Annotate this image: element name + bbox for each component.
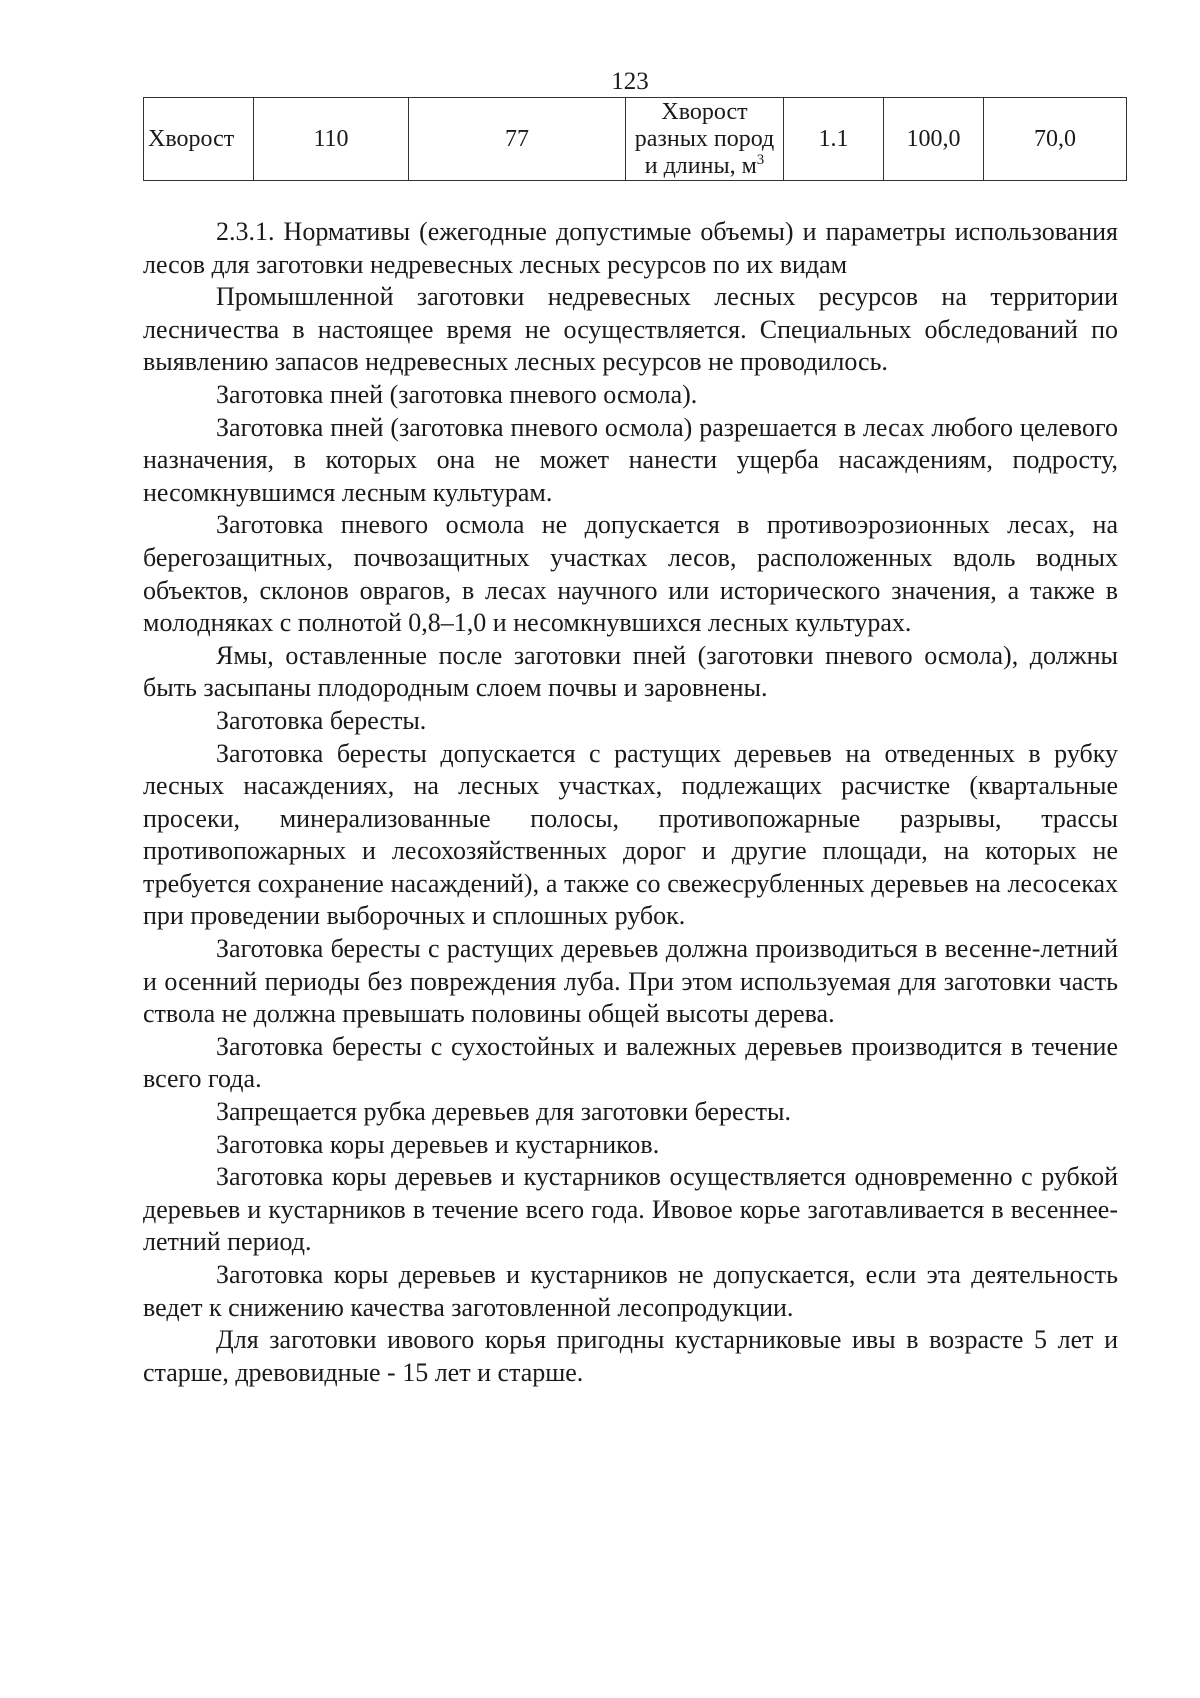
paragraph: Заготовка бересты с сухостойных и валежных деревьев производится в течение всего года. bbox=[143, 1031, 1118, 1094]
paragraph: Заготовка коры деревьев и кустарников не допускается, если эта деятельность ведет к снижению качества заготовленной лесопродукции. bbox=[143, 1260, 1118, 1322]
paragraph: Ямы, оставленные после заготовки пней (заготовки пневого осмола), должны быть засыпаны плодородным слоем почвы и заровнены. bbox=[143, 640, 1118, 703]
body-text bbox=[143, 216, 1118, 1389]
paragraph: Заготовка пневого осмола не допускается в противоэрозионных лесах, на берегозащитных, почвозащитных участках лесов, расположенных вдоль водных объектов, склонов оврагов, в лесах научного или исторического значения, а также в молодняках с полнотой 0,8–1,0 и несомкнувшихся лесных культурах. bbox=[143, 510, 1118, 638]
paragraph: Заготовка коры деревьев и кустарников. bbox=[216, 1129, 660, 1159]
table-cell: 110 bbox=[254, 98, 409, 181]
paragraph: Заготовка бересты. bbox=[216, 705, 427, 735]
page-number: 123 bbox=[611, 68, 649, 95]
paragraph: Запрещается рубка деревьев для заготовки бересты. bbox=[216, 1097, 792, 1127]
paragraph: Заготовка пней (заготовка пневого осмола). bbox=[216, 379, 698, 409]
paragraph: Заготовка коры деревьев и кустарников осуществляется одновременно с рубкой деревьев и кустарников в течение всего года. Ивовое корье заготавливается в весеннее-летний период. bbox=[143, 1162, 1118, 1257]
table-cell: 77 bbox=[409, 98, 626, 181]
section-heading: 2.3.1. Нормативы (ежегодные допустимые объемы) и параметры использования лесов для заготовки недревесных лесных ресурсов по их видам bbox=[143, 217, 1118, 279]
table-row bbox=[144, 98, 1127, 181]
table-cell: 1.1 bbox=[784, 98, 884, 181]
paragraph: Промышленной заготовки недревесных лесных ресурсов на территории лесничества в настоящее время не осуществляется. Специальных обследований по выявлению запасов недревесных лесных ресурсов не проводилось. bbox=[143, 282, 1118, 377]
table-cell-name: Хворост bbox=[144, 98, 254, 181]
table-cell: 70,0 bbox=[984, 98, 1127, 181]
table-cell-description bbox=[626, 98, 784, 181]
paragraph: Заготовка бересты допускается с растущих деревьев на отведенных в рубку лесных насаждениях, на лесных участках, подлежащих расчистке (квартальные просеки, минерализованные полосы, противопожарные разрывы, трассы противопожарных и лесохозяйственных дорог и другие площади, на которых не требуется сохранение насаждений), а также со свежесрубленных деревьев на лесосеках при проведении выборочных и сплошных рубок. bbox=[143, 738, 1118, 931]
resource-table bbox=[143, 97, 1127, 181]
paragraph: Заготовка бересты с растущих деревьев должна производиться в весенне-летний и осенний периоды без повреждения луба. При этом используемая для заготовки часть ствола не должна превышать половины общей высоты дерева. bbox=[143, 934, 1118, 1029]
paragraph: Заготовка пней (заготовка пневого осмола) разрешается в лесах любого целевого назначения, в которых она не может нанести ущерба насаждениям, подросту, несомкнувшимся лесным культурам. bbox=[143, 412, 1118, 507]
table-cell: 100,0 bbox=[884, 98, 984, 181]
paragraph: Для заготовки ивового корья пригодны кустарниковые ивы в возрасте 5 лет и старше, древовидные - 15 лет и старше. bbox=[143, 1325, 1118, 1387]
table-cell-line: Хворост bbox=[661, 98, 748, 125]
table-cell-line: разных пород bbox=[634, 125, 775, 152]
table-cell-line bbox=[630, 153, 779, 180]
unit-superscript: 3 bbox=[756, 151, 765, 168]
unit-text: и длины, м bbox=[644, 152, 757, 179]
